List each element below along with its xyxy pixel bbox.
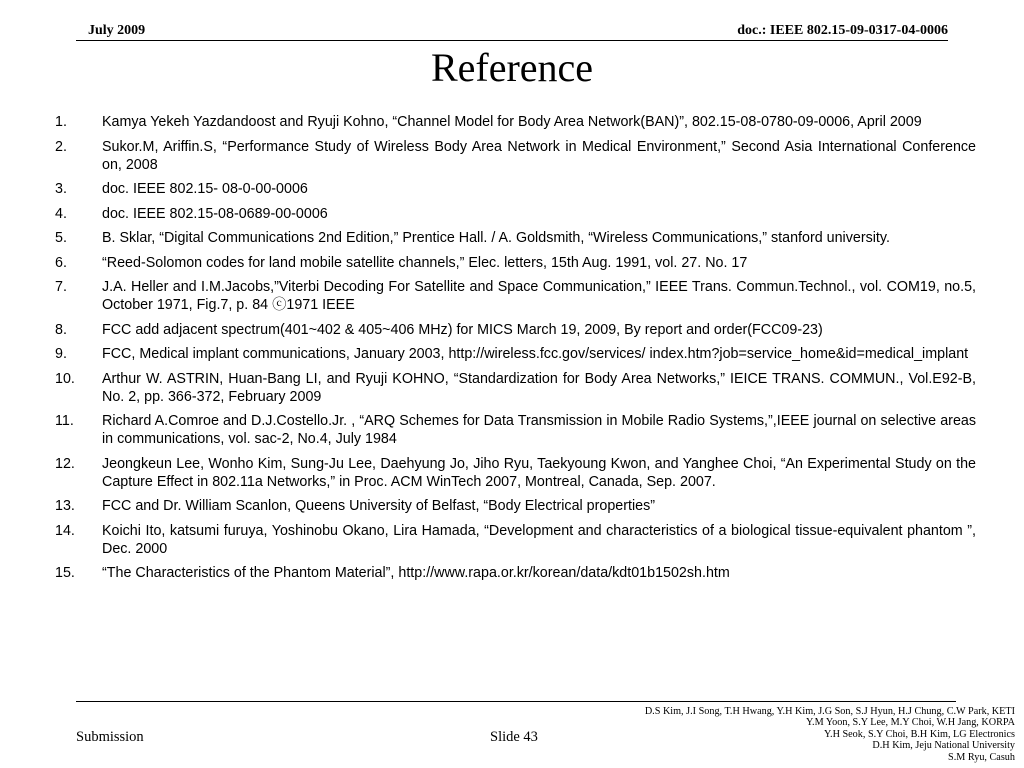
reference-item: [55, 522, 976, 558]
reference-text: FCC add adjacent spectrum(401~402 & 405~406 MHz) for MICS March 19, 2009, By report and order(FCC09-23): [102, 321, 823, 338]
reference-number: 5.: [55, 230, 67, 246]
reference-item: [55, 254, 976, 272]
footer-author-line: D.H Kim, Jeju National University: [872, 740, 1015, 752]
reference-text: B. Sklar, “Digital Communications 2nd Edition,” Prentice Hall. / A. Goldsmith, “Wireless Communications,” stanford university.: [102, 230, 890, 246]
reference-item: [55, 497, 976, 515]
reference-text: Arthur W. ASTRIN, Huan-Bang LI, and Ryuji KOHNO, “Standardization for Body Area Networks,” IEICE TRANS. COMMUN., Vol.E92-B, No. 2, pp. 366-372, February 2009: [102, 370, 976, 405]
footer-author-line: D.S Kim, J.I Song, T.H Hwang, Y.H Kim, J.G Son, S.J Hyun, H.J Chung, C.W Park, KETI: [644, 706, 1015, 717]
reference-text: “Reed-Solomon codes for land mobile satellite channels,” Elec. letters, 15th Aug. 1991, vol. 27. No. 17: [102, 254, 748, 271]
reference-text: Sukor.M, Ariffin.S, “Performance Study of Wireless Body Area Network in Medical Environment,” Second Asia International Conference on, 2008: [102, 138, 976, 173]
reference-text: “The Characteristics of the Phantom Material”, http://www.rapa.or.kr/korean/data/kdt01b1502sh.htm: [102, 565, 730, 581]
reference-number: 14.: [55, 522, 75, 539]
reference-item: [55, 205, 976, 223]
footer-author-line: Y.H Seok, S.Y Choi, B.H Kim, LG Electronics: [823, 728, 1015, 740]
reference-number: 9.: [55, 346, 67, 362]
reference-text: FCC, Medical implant communications, January 2003, http://wireless.fcc.gov/services/ index.htm?job=service_home&id=medical_implant: [102, 346, 969, 362]
reference-text: doc. IEEE 802.15- 08-0-00-0006: [102, 181, 308, 197]
header-rule: [76, 40, 948, 41]
reference-item: [55, 138, 976, 174]
footer-rule: [76, 701, 956, 702]
header-doc-id: doc.: IEEE 802.15-09-0317-04-0006: [737, 23, 948, 38]
reference-item: [55, 455, 976, 491]
reference-item: [55, 113, 976, 131]
slide-title: Reference: [430, 45, 594, 90]
footer-submission: Submission: [76, 729, 144, 745]
reference-number: 10.: [55, 370, 75, 387]
reference-text: Koichi Ito, katsumi furuya, Yoshinobu Okano, Lira Hamada, “Development and characteristics of a biological tissue-equivalent phantom ”, Dec. 2000: [102, 522, 976, 557]
reference-number: 15.: [55, 565, 75, 581]
reference-number: 13.: [55, 498, 75, 514]
reference-number: 2.: [55, 138, 67, 155]
reference-text: FCC and Dr. William Scanlon, Queens University of Belfast, “Body Electrical properties”: [102, 498, 656, 514]
reference-number: 8.: [55, 321, 67, 338]
reference-item: [55, 370, 976, 406]
reference-item: [55, 278, 976, 314]
header-date: July 2009: [88, 23, 146, 38]
reference-list: [55, 113, 976, 589]
footer-slide-number: Slide 43: [490, 729, 538, 745]
reference-item: [55, 345, 976, 363]
reference-number: 1.: [55, 114, 67, 130]
reference-number: 11.: [55, 413, 74, 429]
reference-number: 7.: [55, 279, 67, 295]
reference-text: doc. IEEE 802.15-08-0689-00-0006: [102, 205, 328, 222]
reference-item: [55, 229, 976, 247]
reference-number: 4.: [55, 205, 67, 222]
reference-item: [55, 180, 976, 198]
reference-number: 3.: [55, 181, 67, 197]
reference-text: Jeongkeun Lee, Wonho Kim, Sung-Ju Lee, Daehyung Jo, Jiho Ryu, Taekyoung Kwon, and Yanghee Choi, “An Experimental Study on the Capture Effect in 802.11a Networks,” in Proc. ACM WinTech 2007, Montreal, Canada, Sep. 2007.: [102, 455, 976, 490]
reference-item: [55, 564, 976, 582]
reference-item: [55, 412, 976, 448]
reference-text: Richard A.Comroe and D.J.Costello.Jr. , “ARQ Schemes for Data Transmission in Mobile Radio Systems,”,IEEE journal on selective areas in communications, vol. sac-2, No.4, July 1984: [102, 413, 976, 447]
reference-number: 6.: [55, 254, 67, 271]
footer-authors: [645, 706, 1015, 763]
reference-text: J.A. Heller and I.M.Jacobs,”Viterbi Decoding For Satellite and Space Communication,” IEEE Trans. Commun.Technol., vol. COM19, no.5, October 1971, Fig.7, p. 84 ⓒ1971 IEEE: [102, 279, 976, 313]
reference-item: [55, 321, 976, 339]
footer-author-line: Y.M Yoon, S.Y Lee, M.Y Choi, W.H Jang, KORPA: [806, 717, 1015, 729]
reference-text: Kamya Yekeh Yazdandoost and Ryuji Kohno, “Channel Model for Body Area Network(BAN)”, 802.15-08-0780-09-0006, April 2009: [102, 114, 922, 130]
reference-number: 12.: [55, 455, 75, 472]
footer-author-line: S.M Ryu, Casuh: [948, 751, 1015, 763]
